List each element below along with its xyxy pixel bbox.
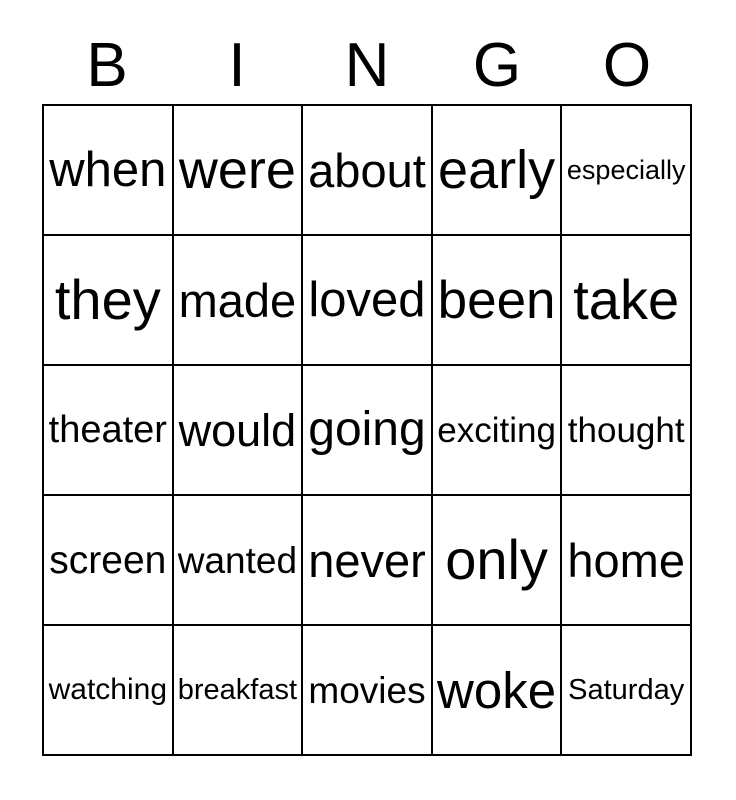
bingo-cell[interactable] [302, 625, 432, 755]
bingo-cell[interactable] [561, 495, 691, 625]
bingo-cell-word: home [567, 533, 685, 587]
bingo-cell-word: only [445, 528, 548, 591]
bingo-row [43, 235, 691, 365]
bingo-cell[interactable] [432, 105, 562, 235]
bingo-cell-word: woke [437, 661, 557, 719]
bingo-cell-word: never [308, 533, 426, 587]
bingo-row [43, 365, 691, 495]
bingo-cell-word: they [54, 268, 161, 331]
bingo-cell-word: loved [308, 272, 426, 327]
bingo-cell[interactable] [561, 625, 691, 755]
bingo-cell[interactable] [43, 365, 173, 495]
bingo-row [43, 105, 691, 235]
bingo-cell-word: watching [48, 673, 167, 706]
bingo-header-letter-i: I [228, 31, 246, 100]
bingo-cell[interactable] [302, 495, 432, 625]
bingo-cell[interactable] [561, 235, 691, 365]
bingo-cell[interactable] [173, 235, 303, 365]
bingo-row [43, 625, 691, 755]
bingo-cell[interactable] [43, 625, 173, 755]
bingo-cell-word: early [438, 140, 556, 200]
bingo-grid [42, 104, 692, 756]
bingo-cell[interactable] [173, 105, 303, 235]
bingo-cell-word: about [308, 143, 426, 197]
bingo-header-letter-n: N [344, 31, 390, 100]
bingo-cell[interactable] [43, 105, 173, 235]
bingo-cell[interactable] [173, 365, 303, 495]
bingo-cell[interactable] [173, 495, 303, 625]
bingo-cell-word: been [437, 270, 556, 330]
bingo-cell-word: screen [49, 538, 167, 582]
bingo-cell[interactable] [432, 495, 562, 625]
bingo-cell-word: would [178, 404, 297, 456]
bingo-cell-word: thought [567, 410, 685, 450]
bingo-cell[interactable] [43, 495, 173, 625]
bingo-cell-word: especially [566, 154, 686, 185]
bingo-header-letter-g: G [472, 31, 522, 100]
bingo-cell[interactable] [302, 235, 432, 365]
bingo-header-letter-b: B [86, 31, 128, 100]
bingo-cell-word: when [49, 142, 167, 197]
bingo-row [43, 495, 691, 625]
bingo-cell[interactable] [43, 235, 173, 365]
bingo-cell-word: theater [48, 409, 167, 451]
bingo-cell-word: were [178, 140, 296, 200]
bingo-cell-word: Saturday [568, 673, 685, 706]
bingo-cell[interactable] [302, 365, 432, 495]
bingo-cell[interactable] [302, 105, 432, 235]
bingo-cell[interactable] [173, 625, 303, 755]
bingo-cell[interactable] [561, 105, 691, 235]
bingo-cell-word: exciting [437, 410, 556, 450]
bingo-cell-word: movies [308, 669, 426, 711]
bingo-cell-word: breakfast [177, 673, 298, 706]
bingo-cell[interactable] [432, 365, 562, 495]
bingo-cell-word: take [573, 268, 680, 331]
bingo-cell-word: wanted [177, 539, 298, 581]
bingo-cell[interactable] [561, 365, 691, 495]
bingo-cell-word: going [308, 403, 426, 456]
bingo-header-letter-o: O [602, 31, 652, 100]
bingo-cell-word: made [178, 273, 297, 327]
bingo-cell[interactable] [432, 625, 562, 755]
bingo-header [42, 30, 692, 102]
bingo-cell[interactable] [432, 235, 562, 365]
